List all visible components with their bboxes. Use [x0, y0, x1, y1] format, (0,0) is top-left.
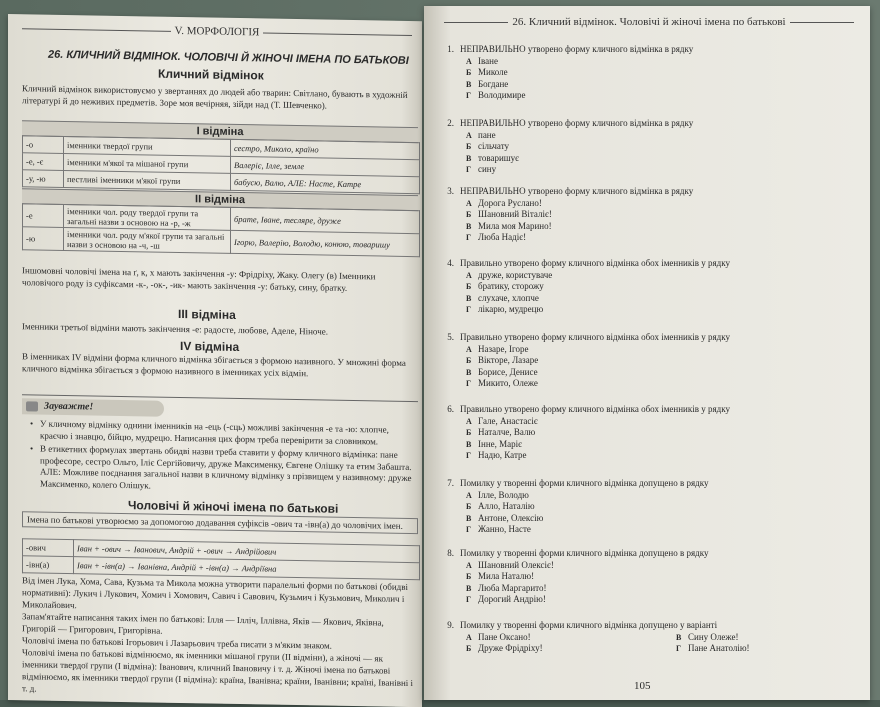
note-label: Зауважте!: [22, 398, 164, 416]
table-row: -е іменники чол. роду твердої групи та загальні назви з основою на -р, -ж брате, Іване, тесляре, друже: [23, 204, 420, 234]
option: В Борисе, Денисе: [466, 366, 538, 377]
patronym-definition-box: Імена по батькові утворюємо за допомогою додавання суфіксів -ович та -івн(а) до чоловічих імен.: [22, 511, 418, 534]
attention-icon: [26, 401, 38, 411]
option: А пане: [466, 129, 496, 140]
option: А Ілле, Володю: [466, 489, 529, 500]
paragraph: Запам'ятайте написання таких імен по батькові: Ілля — Ілліч, Іллівна, Яків — Якович, Яківна, Григорій — Григорович, Григорівна.: [22, 611, 384, 636]
table-row: -ович Іван + -ович → Іванович, Андрій + -ович → Андрійович: [23, 539, 420, 563]
subheading-vocative: Кличний відмінок: [158, 66, 264, 83]
first-declension-title: І відміна: [22, 120, 418, 143]
option: А Шановний Олексіє!: [466, 559, 554, 570]
right-page: [424, 6, 870, 700]
intro-paragraph: Кличний відмінок використовуємо у звертаннях до людей або тварин: Світлано, бувають в художній літературі й до неживих предметів. Зоре моя вечірняя, зійди над (Т. Шевченко).: [22, 83, 408, 111]
question-5: 5. Правильно утворено форму кличного відмінка обох іменників у рядку А Назаре, Ігоре Б Вікторе, Лазаре В Борисе, Денисе Г Микито, Олеже: [444, 332, 864, 390]
running-header-text: 26. Кличний відмінок. Чоловічі й жіночі імена по батькові: [512, 16, 786, 28]
table-row: -е, -є іменники м'якої та мішаної групи Валеріє, Ілле, земле: [23, 153, 420, 177]
page-number: 105: [634, 680, 651, 692]
option: Б сільчату: [466, 141, 510, 151]
third-declension-note: Іменники третьої відміни мають закінчення -е: радосте, любове, Аделе, Ніноче.: [22, 321, 328, 337]
option: В Сину Олеже!: [676, 631, 739, 642]
list-item: • У кличному відмінку однини іменників на -ець (-сць) можливі закінчення -е та -ю: хлопче, краєчю і знавцю, бійцю, мудрецю. Написання цих форм треба перевірити за словником.: [30, 418, 418, 448]
option: Б братику, сторожу: [466, 281, 544, 291]
option: В товаришує: [466, 152, 520, 163]
option: А Пане Оксано!: [466, 631, 531, 642]
list-item: • В етикетних формулах звертань обидві назви треба ставити у форму кличного відмінка: пане професоре, сестро Ольго, Іліє Сергійовичу, друже Максименку, Євгене Олішку та етим Забашта. АЛЕ: Можливе поєднання загальної назви в кличному відмінку з прізвищем у називному: друже Максименко, колего Олішук.: [30, 443, 418, 496]
question-6: 6. Правильно утворено форму кличного відмінка обох іменників у рядку А Гале, Анастасіє Б Наталче, Валю В Інне, Маріє Г Надю, Катре: [444, 404, 864, 462]
patronym-text: [22, 574, 418, 701]
paragraph: Від імен Лука, Хома, Сава, Кузьма та Микола можна утворити паралельні форми по батькові (обидві нормативні): Лукич і Лукович, Хомич і Хомович, Савич і Савович, Кузьмич і Кузьмович, Миколич і Миколайович.: [22, 575, 408, 611]
left-running-header: [22, 22, 412, 41]
option: А Іване: [466, 55, 498, 66]
right-running-header: [444, 16, 854, 28]
second-declension-note: Іншомовні чоловічі імена на ґ, к, х мають закінчення -у: Фрідріху, Жаку. Олегу (в) Іменники чоловічого роду із суфіксами -к-, -ок-, -ик- мають закінчення -у: батьку, сину, братку.: [22, 265, 376, 293]
question-4: 4. Правильно утворено форму кличного відмінка обох іменників у рядку А друже, користуваче Б братику, сторожу В слухаче, хлопче Г лікарю, мудрецю: [444, 258, 864, 316]
note-bullets: [30, 418, 418, 498]
first-declension-table: [22, 135, 420, 194]
option: Г сину: [466, 164, 497, 174]
patronym-title: Чоловічі й жіночі імена по батькові: [128, 498, 339, 516]
option: Б Вікторе, Лазаре: [466, 355, 539, 365]
table-row: -івн(а) Іван + -івн(а) → Іванівна, Андрій + -івн(а) → Андріївна: [23, 556, 420, 580]
option: Г Микито, Олеже: [466, 378, 538, 388]
option: Б Друже Фрідріху!: [466, 643, 543, 653]
question-7: 7. Помилку у творенні форми кличного відмінка допущено в рядку А Ілле, Володю Б Алло, Наталію В Антоне, Олексію Г Жанно, Насте: [444, 478, 864, 536]
question-8: 8. Помилку у творенні форми кличного відмінка допущено в рядку А Шановний Олексіє! Б Мила Наталю! В Люба Маргарито! Г Дорогий Андрію!: [444, 548, 864, 606]
table-row: -ю іменники чол. роду м'якої групи та загальні назви з основою на -ч, -ш Ігорю, Валерію, Володю, конюю, товаришу: [23, 227, 420, 257]
question-9: 9. Помилку у творенні форми кличного відмінка допущено у варіанті А Пане Оксано! Б Друже Фрідріху! В Сину Олеже! Г Пане Анатолію!: [444, 620, 864, 655]
option: Г Володимире: [466, 90, 526, 100]
topic-title: 26. КЛИЧНИЙ ВІДМІНОК. ЧОЛОВІЧІ Й ЖІНОЧІ ІМЕНА ПО БАТЬКОВІ: [48, 48, 409, 67]
option: Б Шановний Віталіє!: [466, 209, 552, 219]
option: В слухаче, хлопче: [466, 292, 539, 303]
second-declension-title: ІІ відміна: [22, 188, 418, 211]
question-1: 1. НЕПРАВИЛЬНО утворено форму кличного відмінка в рядку А Іване Б Миколе В Богдане Г Володимире: [444, 44, 864, 102]
option: Г лікарю, мудрецю: [466, 304, 544, 314]
option: Г Надю, Катре: [466, 450, 527, 460]
paragraph: Чоловічі імена по батькові відмінюємо, як іменники мішаної групи (ІІ відміни), а жіночі — як іменники твердої групи (І відміна): Іванович, кличний Івановичу і т. д. Жіночі імена по батькові відмінюємо, як іменники твердої групи (І відміна): країна, Іванівна; країни, Іванівни; країні, Іванівні і т. д.: [22, 647, 414, 694]
option: Г Пане Анатолію!: [676, 643, 750, 653]
fourth-declension-title: IV відміна: [180, 339, 240, 355]
question-3: 3. НЕПРАВИЛЬНО утворено форму кличного відмінка в рядку А Дорога Руслано! Б Шановний Віталіє! В Мила моя Марино! Г Люба Надіє!: [444, 186, 864, 244]
option: Г Жанно, Насте: [466, 524, 531, 534]
section-title: V. МОРФОЛОГІЯ: [174, 24, 260, 39]
paragraph: Чоловічі імена по батькові Ігорьович і Лазарьович треба писати з м'яким знаком.: [22, 635, 332, 651]
second-declension-table: [22, 203, 420, 257]
option: Б Алло, Наталію: [466, 501, 535, 511]
fourth-declension-note: В іменниках IV відміни форма кличного відмінка збігається з формою називного. У множині форма кличного відмінка збігається з формою називного в іменниках усіх відмін.: [22, 351, 406, 379]
option: В Люба Маргарито!: [466, 582, 547, 593]
option: В Мила моя Марино!: [466, 220, 552, 231]
question-2: 2. НЕПРАВИЛЬНО утворено форму кличного відмінка в рядку А пане Б сільчату В товаришує Г сину: [444, 118, 864, 176]
table-row: -у, -ю пестливі іменники м'якої групи бабусю, Валю, АЛЕ: Насте, Катре: [23, 170, 420, 194]
option: В Антоне, Олексію: [466, 512, 544, 523]
option: А Дорога Руслано!: [466, 197, 542, 208]
patronym-table: [22, 538, 420, 580]
option: Г Люба Надіє!: [466, 232, 527, 242]
option: А Назаре, Ігоре: [466, 343, 529, 354]
third-declension-title: ІІІ відміна: [178, 306, 236, 322]
table-row: -о іменники твердої групи сестро, Миколо, країно: [23, 136, 420, 160]
option: Г Дорогий Андрію!: [466, 594, 546, 604]
option: В Інне, Маріє: [466, 438, 522, 449]
option: В Богдане: [466, 78, 509, 89]
option: А Гале, Анастасіє: [466, 415, 538, 426]
option: Б Наталче, Валю: [466, 427, 536, 437]
option: А друже, користуваче: [466, 269, 553, 280]
option: Б Мила Наталю!: [466, 571, 535, 581]
left-page: [8, 14, 422, 707]
option: Б Миколе: [466, 67, 508, 77]
